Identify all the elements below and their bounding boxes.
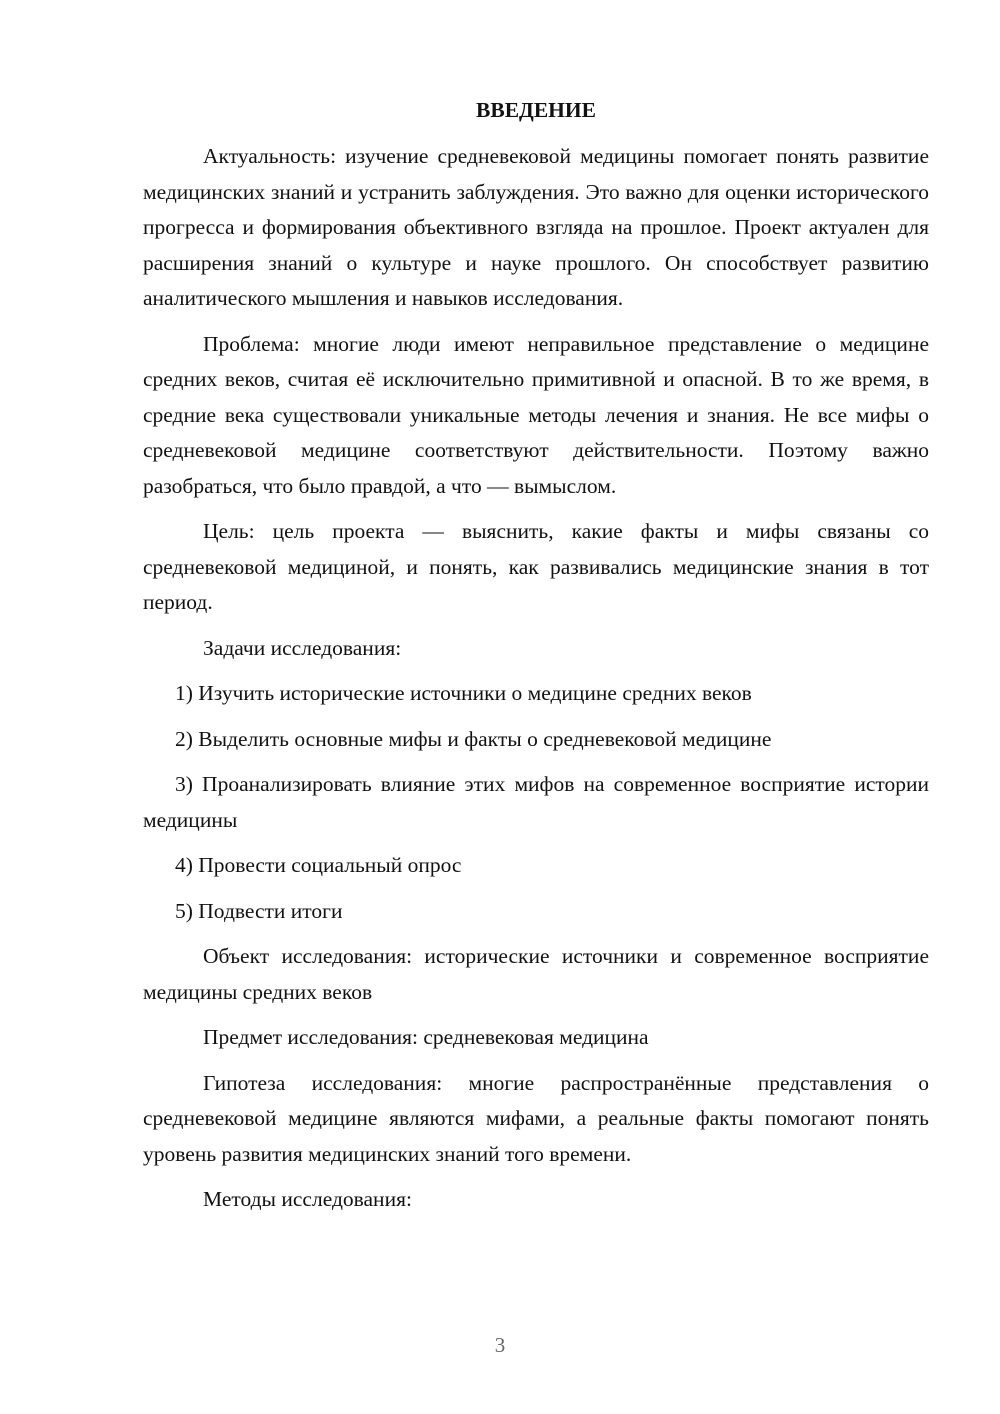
goal-paragraph: Цель: цель проекта — выяснить, какие факты и мифы связаны со средневековой медициной, и понять, как развивались медицинские знания в тот период. [143,519,929,614]
subject-paragraph: Предмет исследования: средневековая медицина [203,1025,649,1049]
object-paragraph: Объект исследования: исторические источники и современное восприятие медицины средних веков [143,944,929,1004]
task-item: 5) Подвести итоги [175,898,343,923]
section-heading: ВВЕДЕНИЕ [476,98,596,122]
task-item: 4) Провести социальный опрос [175,853,462,877]
task-item: 3) Проанализировать влияние этих мифов на современное восприятие истории медицины [143,772,929,832]
task-item: 1) Изучить исторические источники о медицине средних веков [175,681,752,705]
methods-heading: Методы исследования: [203,1187,412,1211]
tasks-heading: Задачи исследования: [203,635,402,660]
hypothesis-paragraph: Гипотеза исследования: многие распространённые представления о средневековой медицине являются мифами, а реальные факты помогают понять уровень развития медицинских знаний того времени. [143,1070,929,1166]
page-number: 3 [494,1333,506,1357]
problem-paragraph: Проблема: многие люди имеют неправильное представление о медицине средних веков, считая её исключительно примитивной и опасной. В то же время, в средние века существовали уникальные методы лечения и знания. Не все мифы о средневековой медицине соответствуют действительности. Поэтому важно разобраться, что было правдой, а что — вымыслом. [143,331,929,498]
relevance-paragraph: Актуальность: изучение средневековой медицины помогает понять развитие медицинских знаний и устранить заблуждения. Это важно для оценки исторического прогресса и формирования объективного взгляда на прошлое. Проект актуален для расширения знаний о культуре и науке прошлого. Он способствует развитию аналитического мышления и навыков исследования. [143,144,929,310]
task-item: 2) Выделить основные мифы и факты о средневековой медицине [175,726,772,751]
page-content [143,93,929,1228]
